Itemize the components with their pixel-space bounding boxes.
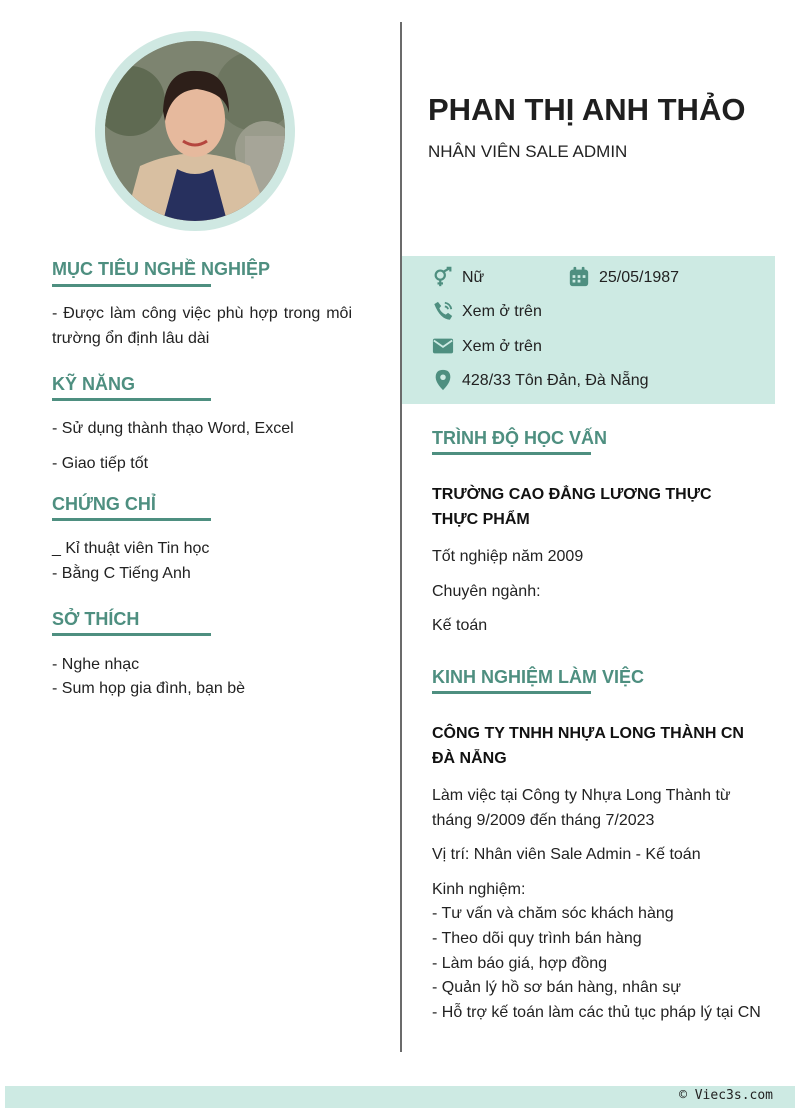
avatar: [95, 31, 295, 231]
education-title: TRÌNH ĐỘ HỌC VẤN: [432, 428, 607, 448]
skills-underline: [52, 398, 211, 401]
experience-item: - Làm báo giá, hợp đồng: [432, 955, 608, 972]
candidate-name: PHAN THỊ ANH THẢO: [428, 92, 746, 127]
job-title: NHÂN VIÊN SALE ADMIN: [428, 142, 628, 161]
profile-photo-illustration: [105, 41, 285, 221]
experience-underline: [432, 691, 591, 694]
company-name: CÔNG TY TNHH NHỰA LONG THÀNH CN ĐÀ NẴNG: [432, 725, 744, 767]
hobbies-underline: [52, 633, 211, 636]
phone-value: Xem ở trên: [462, 303, 542, 320]
profile-photo: [105, 41, 285, 221]
certificates-underline: [52, 518, 211, 521]
email-value: Xem ở trên: [462, 338, 542, 355]
skills-title: KỸ NĂNG: [52, 374, 136, 394]
experience-label: Kinh nghiệm:: [432, 881, 526, 898]
experience-item: - Hỗ trợ kế toán làm các thủ tục pháp lý tại CN: [432, 1004, 761, 1021]
footer-credit: © Viec3s.com: [679, 1088, 773, 1103]
gender-icon: [432, 266, 454, 288]
graduation-year: Tốt nghiệp năm 2009: [432, 548, 584, 565]
certificate-item: _ Kỉ thuật viên Tin học: [52, 540, 210, 557]
work-position: Vị trí: Nhân viên Sale Admin - Kế toán: [432, 846, 701, 863]
career-goal-title: MỤC TIÊU NGHỀ NGHIỆP: [52, 259, 271, 279]
certificates-title: CHỨNG CHỈ: [52, 494, 156, 514]
location-icon: [432, 369, 454, 391]
birthday-value: 25/05/1987: [599, 269, 680, 286]
career-goal-text: - Được làm công việc phù hợp trong môi trường ổn định lâu dài: [52, 305, 352, 347]
experience-item: - Tư vấn và chăm sóc khách hàng: [432, 905, 674, 922]
hobbies-title: SỞ THÍCH: [52, 609, 140, 629]
education-underline: [432, 452, 591, 455]
contact-info-panel: [402, 256, 775, 404]
experience-title: KINH NGHIỆM LÀM VIỆC: [432, 667, 645, 687]
major-value: Kế toán: [432, 617, 488, 634]
experience-item: - Theo dõi quy trình bán hàng: [432, 930, 642, 947]
certificate-item: - Bằng C Tiếng Anh: [52, 565, 191, 582]
skill-item: - Sử dụng thành thạo Word, Excel: [52, 420, 294, 437]
skill-item: - Giao tiếp tốt: [52, 455, 149, 472]
phone-icon: [432, 300, 454, 322]
school-name: TRƯỜNG CAO ĐẲNG LƯƠNG THỰC THỰC PHẨM: [432, 486, 712, 528]
major-label: Chuyên ngành:: [432, 583, 541, 600]
address-value: 428/33 Tôn Đản, Đà Nẵng: [462, 372, 649, 389]
work-period: Làm việc tại Công ty Nhựa Long Thành từ tháng 9/2009 đến tháng 7/2023: [432, 787, 731, 829]
column-divider: [400, 22, 402, 1052]
gender-value: Nữ: [462, 269, 485, 286]
hobby-item: - Nghe nhạc: [52, 656, 140, 673]
calendar-icon: [568, 266, 590, 288]
email-icon: [432, 335, 454, 357]
footer-bar: [5, 1086, 795, 1108]
hobby-item: - Sum họp gia đình, bạn bè: [52, 680, 246, 697]
career-goal-underline: [52, 284, 211, 287]
experience-item: - Quản lý hồ sơ bán hàng, nhân sự: [432, 979, 681, 996]
